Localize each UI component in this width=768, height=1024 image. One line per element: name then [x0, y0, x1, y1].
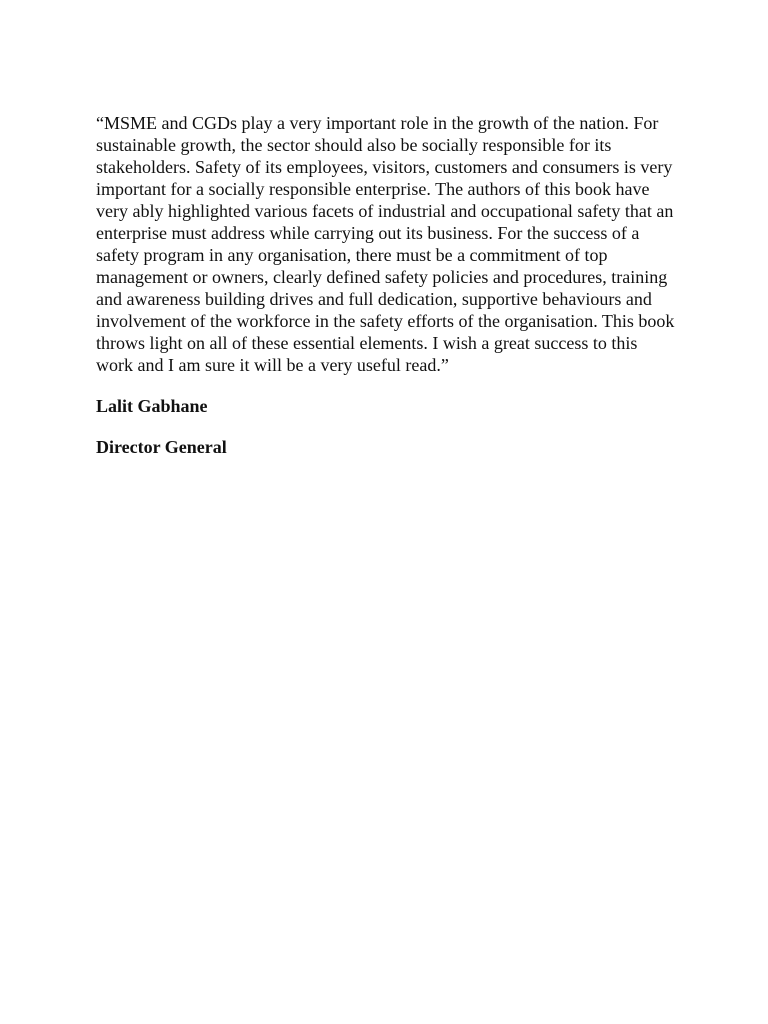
signatory-name: Lalit Gabhane: [96, 396, 208, 416]
signatory-title: Director General: [96, 437, 227, 457]
endorsement-block: [96, 112, 676, 458]
endorsement-quote: “MSME and CGDs play a very important role in the growth of the nation. For sustainable growth, the sector should also be socially responsible for its stakeholders. Safety of its employees, visitors, customers and consumers is very important for a socially responsible enterprise. The authors of this book have very ably highlighted various facets of industrial and occupational safety that an enterprise must address while carrying out its business. For the success of a safety program in any organisation, there must be a commitment of top management or owners, clearly defined safety policies and procedures, training and awareness building drives and full dedication, supportive behaviours and involvement of the workforce in the safety efforts of the organisation. This book throws light on all of these essential elements. I wish a great success to this work and I am sure it will be a very useful read.”: [96, 113, 675, 375]
